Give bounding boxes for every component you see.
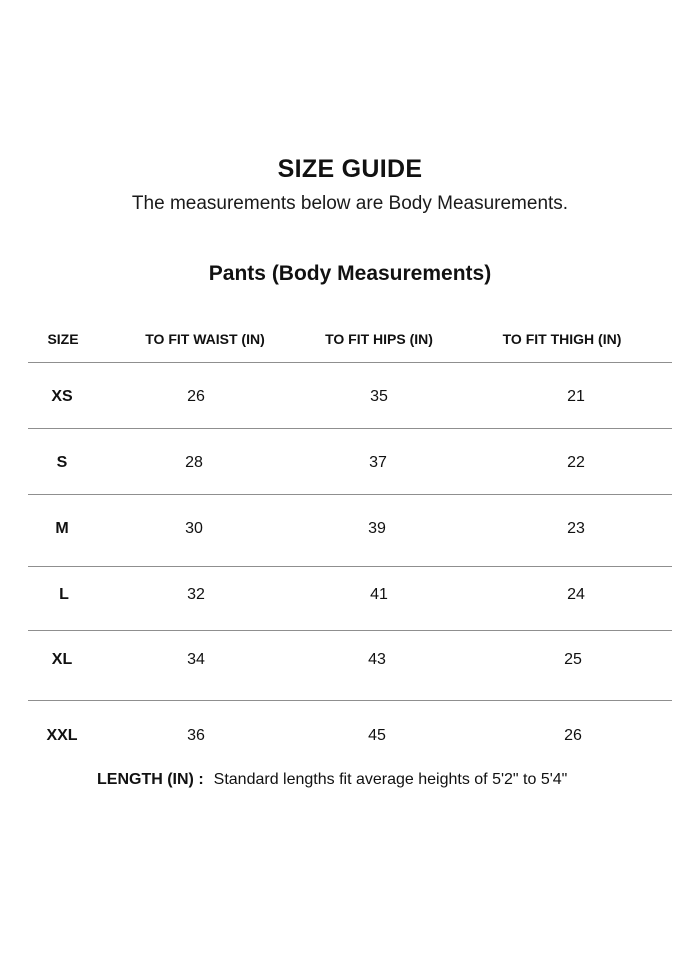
table-divider bbox=[28, 494, 672, 495]
size-cell: M bbox=[55, 520, 69, 537]
length-note bbox=[97, 771, 567, 789]
hips-cell: 37 bbox=[369, 454, 387, 471]
table-divider bbox=[28, 700, 672, 701]
section-title: Pants (Body Measurements) bbox=[208, 262, 492, 285]
page-title: SIZE GUIDE bbox=[277, 155, 423, 183]
column-header-waist: TO FIT WAIST (IN) bbox=[145, 331, 265, 347]
table-divider bbox=[28, 566, 672, 567]
waist-cell: 28 bbox=[185, 454, 203, 471]
waist-cell: 26 bbox=[187, 388, 205, 405]
page-subtitle: The measurements below are Body Measurements. bbox=[131, 193, 569, 214]
size-cell: XS bbox=[51, 388, 73, 405]
hips-cell: 43 bbox=[368, 651, 386, 668]
size-cell: XXL bbox=[46, 727, 78, 744]
waist-cell: 34 bbox=[187, 651, 205, 668]
column-header-thigh: TO FIT THIGH (IN) bbox=[502, 331, 622, 347]
length-label: LENGTH (IN) : bbox=[97, 771, 204, 788]
hips-cell: 41 bbox=[370, 586, 388, 603]
thigh-cell: 26 bbox=[564, 727, 582, 744]
column-header-hips: TO FIT HIPS (IN) bbox=[325, 331, 433, 347]
table-divider bbox=[28, 362, 672, 363]
waist-cell: 36 bbox=[187, 727, 205, 744]
thigh-cell: 23 bbox=[567, 520, 585, 537]
size-cell: L bbox=[59, 586, 69, 603]
thigh-cell: 21 bbox=[567, 388, 585, 405]
size-cell: S bbox=[56, 454, 68, 471]
waist-cell: 30 bbox=[185, 520, 203, 537]
thigh-cell: 25 bbox=[564, 651, 582, 668]
thigh-cell: 24 bbox=[567, 586, 585, 603]
hips-cell: 39 bbox=[368, 520, 386, 537]
length-text: Standard lengths fit average heights of 5'2" to 5'4" bbox=[213, 771, 568, 788]
hips-cell: 45 bbox=[368, 727, 386, 744]
size-cell: XL bbox=[51, 651, 73, 668]
column-header-size: SIZE bbox=[47, 331, 79, 347]
table-divider bbox=[28, 630, 672, 631]
waist-cell: 32 bbox=[187, 586, 205, 603]
thigh-cell: 22 bbox=[567, 454, 585, 471]
table-divider bbox=[28, 428, 672, 429]
hips-cell: 35 bbox=[370, 388, 388, 405]
